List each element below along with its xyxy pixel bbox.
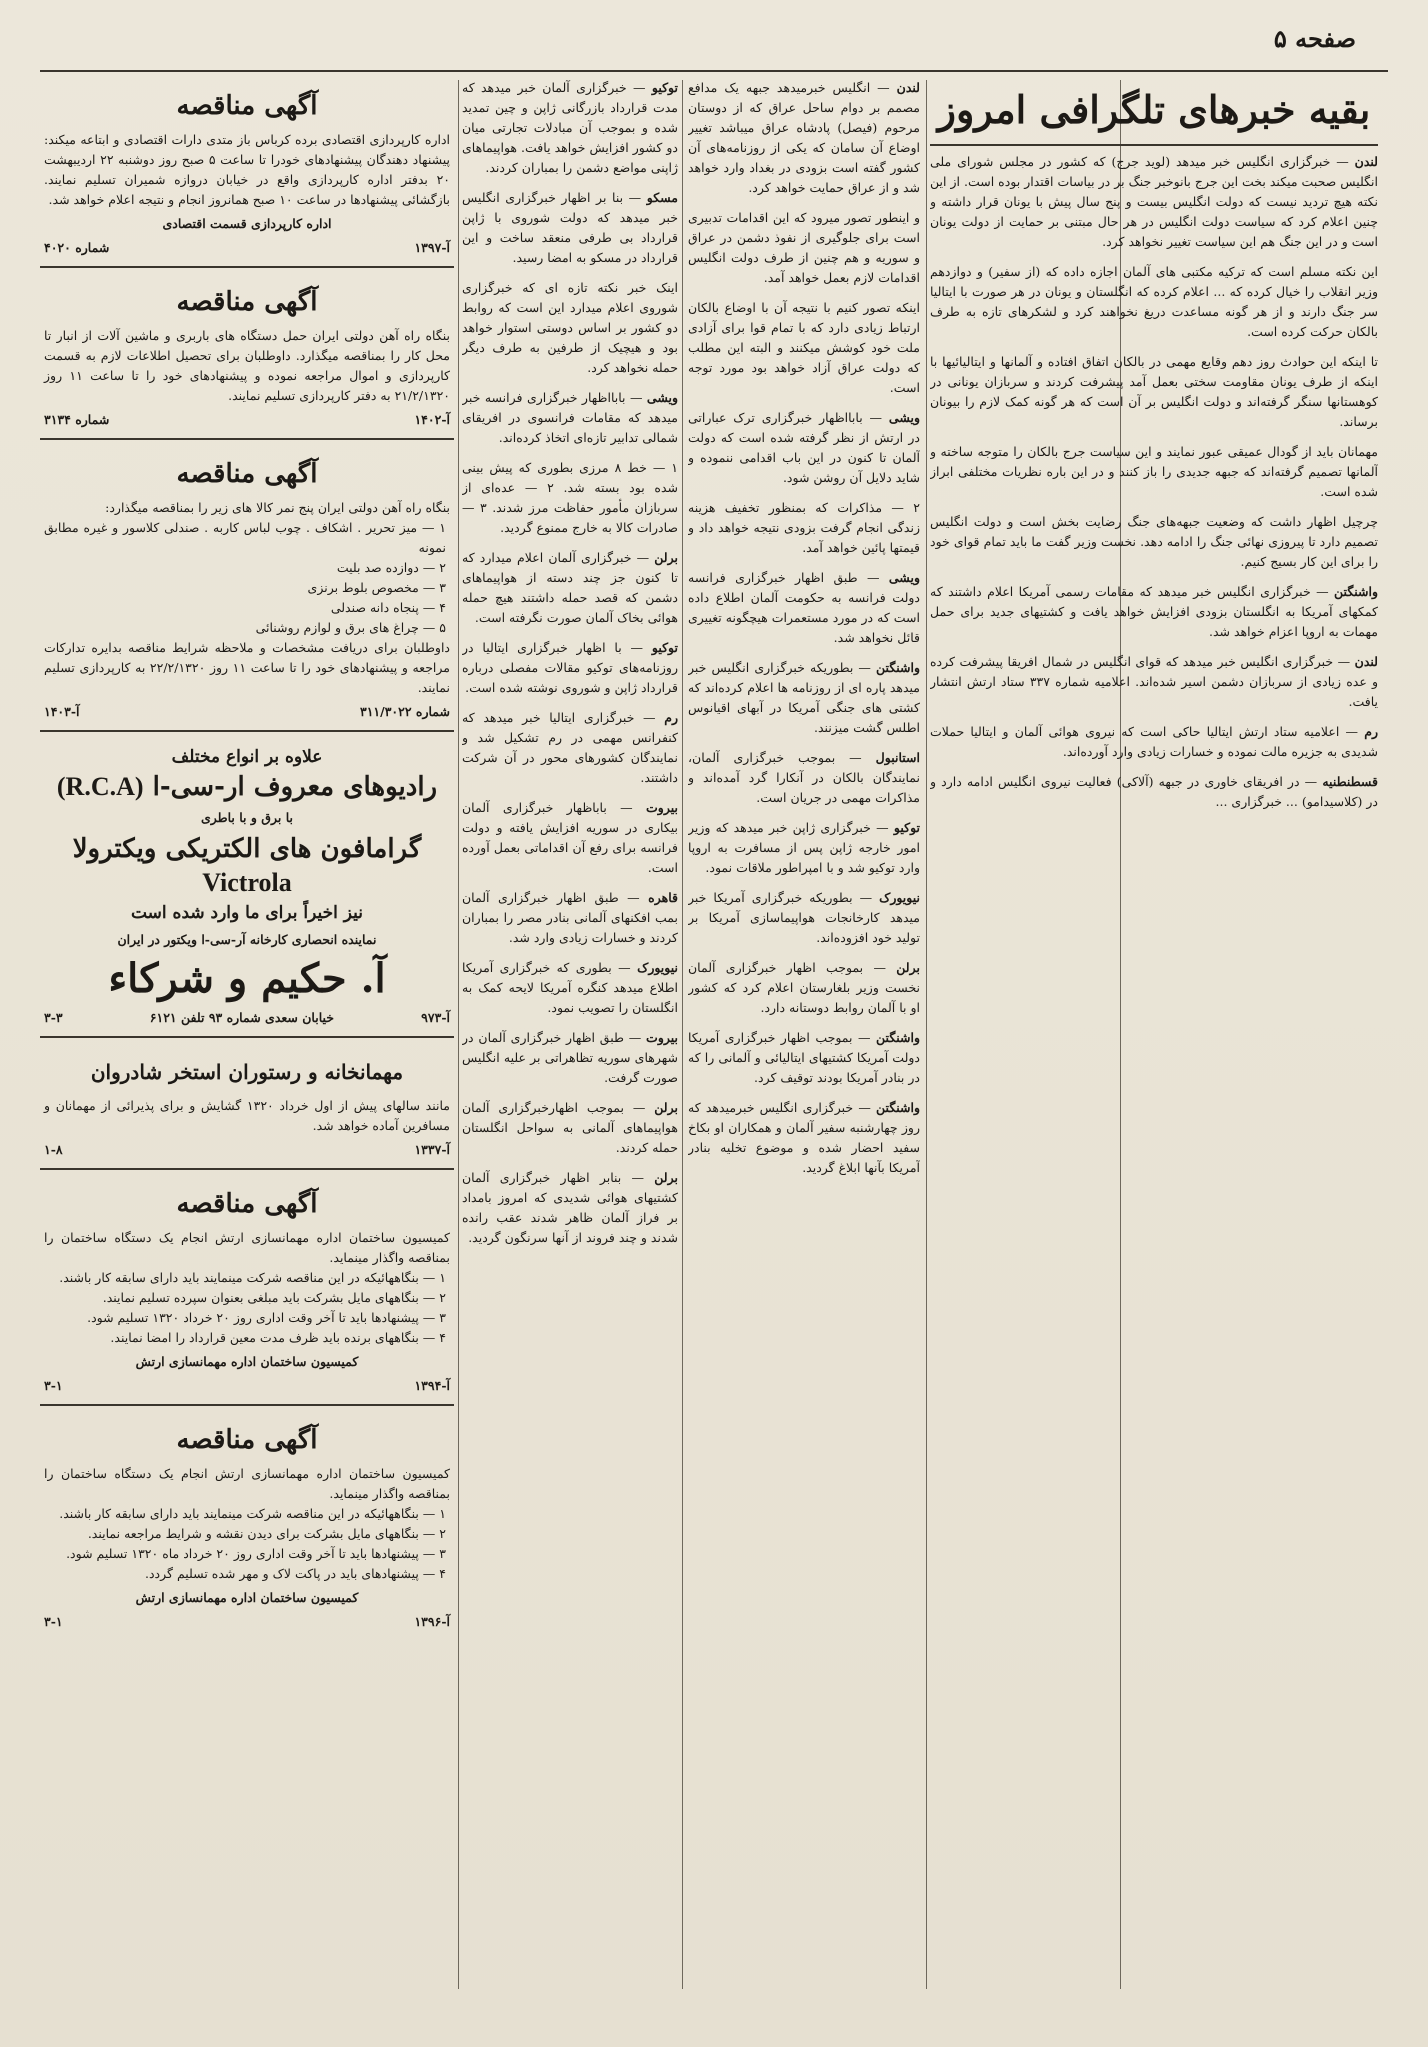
news-text: — اعلامیه ستاد ارتش ایتالیا حاکی است که نیروی هوائی آلمان و ایتالیا حملات شدیدی به جزیره مالت نموده و خسارات زیادی وارد آورده‌اند.	[930, 724, 1378, 759]
ad-ref-right: آ-۱۳۹۶	[414, 1614, 450, 1629]
news-item	[688, 298, 920, 398]
news-item	[462, 638, 678, 698]
news-item	[462, 1028, 678, 1088]
ad-ref-right: آ-۱۴۰۲	[414, 412, 450, 427]
ad-ref-left: ۱-۸	[44, 1142, 63, 1157]
column-ads	[40, 78, 454, 1995]
news-text: — بموجب خبرگزاری آلمان، نمایندگان بالکان در آنکارا گرد آمده‌اند و مذاکرات مهمی در جریان است.	[688, 750, 920, 805]
news-dateline: ویشی	[888, 570, 920, 585]
ad-tender-5	[40, 1412, 454, 1640]
news-dateline: واشنگتن	[876, 1030, 920, 1045]
column-divider	[682, 80, 683, 1989]
news-item	[462, 708, 678, 788]
ad-items	[44, 1504, 450, 1584]
news-list	[930, 152, 1378, 812]
news-item	[688, 658, 920, 738]
news-item	[688, 888, 920, 948]
ad-reference	[44, 1612, 450, 1632]
list-item: ۲ — بنگاههای مایل بشرکت برای دیدن نقشه و شرایط مراجعه نمایند.	[87, 1526, 446, 1541]
news-item	[930, 582, 1378, 642]
ad-ref-left: شماره ۴۰۲۰	[44, 240, 110, 255]
ad-tender-3	[40, 446, 454, 732]
column-news-3	[462, 78, 678, 1995]
ad-ref-right: شماره ۳۱۱/۳۰۲۲	[359, 704, 450, 719]
news-dateline: لندن	[1354, 654, 1378, 669]
news-text: مهمانان باید از گودال عمیقی عبور نمایند و این سیاست جرج بالکان را متوجه ساخته و آلمانها تصمیم گرفته‌اند که جبهه جدیدی را باز کنند و در این باره نظریات مختلفی ابراز شده است.	[930, 444, 1378, 499]
ad-reference	[44, 1376, 450, 1396]
ad-office: کمیسیون ساختمان اداره مهمانسازی ارتش	[135, 1590, 359, 1605]
news-text: تا اینکه این حوادث روز دهم وقایع مهمی در بالکان اتفاق افتاده و آلمانها و ایتالیائیها با اینکه از طرف یونان مقاومت سختی بعمل آمد پیشرفت کردند و سربازان یونانی در کوهستانها سنگر گرفته‌اند و دولت انگلیس بر آن است که هر گونه کمک لازم را بیونان برساند.	[930, 354, 1378, 429]
ad-reference	[44, 1008, 450, 1028]
news-item	[462, 798, 678, 878]
news-dateline: مسکو	[646, 190, 678, 205]
news-text: — خبرگزاری انگلیس خبر میدهد که مقامات رسمی آمریکا اعلام داشتند که کمکهای آمریکا به انگلستان بزودی افزایش خواهد یافت و کشتیهای جدید برای حمل مهمات به اروپا اعزام خواهد شد.	[930, 584, 1378, 639]
ad-ref-left: ۳-۳	[44, 1010, 63, 1025]
news-dateline: قسطنطنیه	[1322, 774, 1378, 789]
ad-ref-right: آ-۱۳۹۴	[414, 1378, 450, 1393]
ad-title: آگهی مناقصه	[176, 1425, 318, 1455]
ad-latin-brand: Victrola	[202, 868, 292, 897]
news-dateline: توکیو	[651, 80, 678, 95]
news-item	[930, 512, 1378, 572]
news-item	[688, 78, 920, 198]
ad-line: با برق و با باطری	[200, 810, 293, 825]
ad-tender-2	[40, 274, 454, 440]
ad-tender-4	[40, 1176, 454, 1406]
ad-line: نماینده انحصاری کارخانه آر-سی-ا ویکتور در ایران	[117, 932, 377, 947]
news-item	[688, 498, 920, 558]
news-text: ۲ — مذاکرات که بمنظور تخفیف هزینه زندگی انجام گرفت بزودی نتیجه خواهد داد و قیمتها پائین خواهد آمد.	[688, 500, 920, 555]
ad-line-text: رادیوهای معروف ار-سی-ا	[152, 772, 438, 802]
news-text: — خبرگزاری انگلیس خبرمیدهد که روز چهارشنبه سفیر آلمان و همکاران او بکاخ سفید احضار شده و موضوع تخلیه بنادر آمریکا بآنها ابلاغ گردید.	[688, 1100, 920, 1175]
main-headline: بقیه خبرهای تلگرافی امروز	[930, 78, 1378, 146]
news-dateline: واشنگتن	[876, 1100, 920, 1115]
news-text: — در افریقای خاوری در جبهه (آلاکی) فعالیت نیروی انگلیس ادامه دارد و در (کلاسیدامو) ... خبرگزاری ...	[930, 774, 1378, 809]
news-item	[462, 278, 678, 378]
ad-body: داوطلبان برای دریافت مشخصات و ملاحظه شرایط مناقصه بدایره تدارکات مراجعه و پیشنهادهای خود را تا ساعت ۱۱ روز ۲۲/۲/۱۳۲۰ به کارپردازی تسلیم نمایند.	[44, 640, 450, 695]
news-item	[688, 958, 920, 1018]
ad-items	[44, 518, 450, 638]
news-item	[688, 818, 920, 878]
news-item	[930, 152, 1378, 252]
ad-office: کمیسیون ساختمان اداره مهمانسازی ارتش	[135, 1354, 359, 1369]
list-item: ۳ — مخصوص بلوط برنزی	[307, 580, 446, 595]
ad-address: خیابان سعدی شماره ۹۳ تلفن ۶۱۲۱	[149, 1010, 335, 1025]
news-dateline: نیویورک	[879, 890, 920, 905]
news-item	[930, 652, 1378, 712]
ad-latin-brand: (R.C.A)	[56, 772, 144, 801]
ad-office: اداره کارپردازی قسمت اقتصادی	[162, 216, 332, 231]
ad-hotel	[40, 1044, 454, 1170]
news-dateline: برلن	[896, 960, 920, 975]
list-item: ۲ — دوازده صد بلیت	[336, 560, 446, 575]
ad-lead: کمیسیون ساختمان اداره مهمانسازی ارتش انجام یک دستگاه ساختمان را بمناقصه واگذار مینماید.	[44, 1466, 450, 1501]
news-text: — بموجب اظهار خبرگزاری آلمان نخست وزیر بلغارستان اعلام کرد که کشور او با آلمان روابط دوستانه دارد.	[688, 960, 920, 1015]
news-text: — طبق اظهار خبرگزاری فرانسه دولت فرانسه به حکومت آلمان اطلاع داده است که در مورد مستعمرات هیچگونه تغییری قائل نخواهد شد.	[688, 570, 920, 645]
ad-line	[44, 832, 450, 900]
ad-line: علاوه بر انواع مختلف	[171, 747, 323, 767]
news-text: — خبرگزاری ایتالیا خبر میدهد که کنفرانس مهمی در رم تشکیل شد و نمایندگان کشورهای محور در آن شرکت داشتند.	[462, 710, 678, 785]
news-text: — بطوری که خبرگزاری آمریکا اطلاع میدهد کنگره آمریکا لایحه کمک به انگلستان را تصویب نمود.	[462, 960, 678, 1015]
ad-ref-right: آ-۱۳۳۷	[414, 1142, 450, 1157]
news-item	[462, 958, 678, 1018]
news-text: — بطوریکه خبرگزاری آمریکا خبر میدهد کارخانجات هواپیماسازی آمریکا بر تولید خود افزوده‌اند.	[688, 890, 920, 945]
list-item: ۴ — پنجاه دانه صندلی	[330, 600, 446, 615]
news-list	[462, 78, 678, 1248]
list-item: ۳ — پیشنهادها باید تا آخر وقت اداری روز ۲۰ خرداد ماه ۱۳۲۰ تسلیم شود.	[66, 1546, 446, 1561]
ad-reference	[44, 410, 450, 430]
column-divider	[926, 80, 927, 1989]
ad-title: آگهی مناقصه	[176, 287, 318, 317]
news-item	[462, 1168, 678, 1248]
ad-title: آگهی مناقصه	[176, 1189, 318, 1219]
ad-reference	[44, 702, 450, 722]
ad-line: نیز اخیراً برای ما وارد شده است	[130, 903, 364, 923]
news-text: چرچیل اظهار داشت که وضعیت جبهه‌های جنگ رضایت بخش است و دولت انگلیس تصمیم دارد تا پیروزی نهائی جنگ را ادامه دهد. نخست وزیر گفت ما باید تمام قوای خود را برای این کار بسیج کنیم.	[930, 514, 1378, 569]
news-item	[930, 352, 1378, 432]
ad-radio-rca	[40, 738, 454, 1038]
ad-reference	[44, 1140, 450, 1160]
news-dateline: بیروت	[646, 1030, 678, 1045]
news-item	[930, 772, 1378, 812]
ad-reference	[44, 238, 450, 258]
news-dateline: ویشی	[646, 390, 678, 405]
header-rule	[40, 70, 1388, 72]
list-item: ۴ — بنگاههای برنده باید ظرف مدت معین قرارداد را امضا نمایند.	[110, 1330, 446, 1345]
news-dateline: ویشی	[888, 410, 920, 425]
news-text: — طبق اظهار خبرگزاری آلمان بمب افکنهای آلمانی بنادر مصر را بمباران کردند و خسارات زیادی وارد شد.	[462, 890, 678, 945]
news-dateline: لندن	[1354, 154, 1378, 169]
news-dateline: واشنگتن	[1334, 584, 1378, 599]
list-item: ۱ — میز تحریر . اشکاف . چوب لباس کاربه . صندلی کلاسور و غیره مطابق نمونه	[44, 520, 446, 555]
ad-line	[44, 770, 450, 804]
news-dateline: نیویورک	[637, 960, 678, 975]
news-text: اینک خبر نکته تازه ای که خبرگزاری شوروی اعلام میدارد این است که روابط دو کشور بر اساس دوستی استوار خواهد بود و هیچیک از طرفین به طرف دیگر حمله نخواهد کرد.	[462, 280, 678, 375]
news-text: — بموجب اظهار خبرگزاری آمریکا دولت آمریکا کشتیهای ایتالیائی و آلمانی را که در بنادر آمریکا بودند توقیف کرد.	[688, 1030, 920, 1085]
column-right	[930, 78, 1378, 1995]
news-text: — بابااظهار خبرگزاری فرانسه خبر میدهد که مقامات فرانسوی در افریقای شمالی تدابیر تازه‌ای اتخاذ کرده‌اند.	[462, 390, 678, 445]
ad-lead: کمیسیون ساختمان اداره مهمانسازی ارتش انجام یک دستگاه ساختمان را بمناقصه واگذار مینماید.	[44, 1230, 450, 1265]
news-dateline: توکیو	[893, 820, 920, 835]
ad-ref-right: آ-۹۷۳	[421, 1010, 450, 1025]
news-text: — باباظهار خبرگزاری آلمان بیکاری در سوریه افزایش یافته و دولت فرانسه برای رفع آن اقداماتی بعمل آورده است.	[462, 800, 678, 875]
list-item: ۳ — پیشنهادها باید تا آخر وقت اداری روز ۲۰ خرداد ۱۳۲۰ تسلیم شود.	[87, 1310, 446, 1325]
news-text: این نکته مسلم است که ترکیه مکتبی های آلمان اجازه داده که (از سفیر) و دوازدهم وزیر انقلاب را خیال کرده که ... اعلام کرده که انگلستان و یونان در هر صورت با ایتالیا سر جنگ دارند و از هر گونه مساعدت دریغ نخواهند کرد و لشکرهای تازه به طرف بالکان حرکت کرده است.	[930, 264, 1378, 339]
ad-body: بنگاه راه آهن دولتی ایران حمل دستگاه های باربری و ماشین آلات از انبار تا محل کار را بمناقصه میگذارد. داوطلبان برای تحصیل اطلاعات لازم به قسمت کارپردازی و اموال مراجعه نموده و پیشنهادهای خود را تا ساعت ۱۱ روز ۲۱/۲/۱۳۲۰ به دفتر کارپردازی تسلیم نمایند.	[44, 328, 450, 403]
page-number: صفحه ۵	[1273, 24, 1356, 53]
news-text: — بطوریکه خبرگزاری انگلیس خبر میدهد پاره ای از روزنامه ها اعلام کرده‌اند که کشتی های جنگی آمریکا در آبهای اقیانوس اطلس گشت میزنند.	[688, 660, 920, 735]
news-item	[688, 408, 920, 488]
news-item	[462, 888, 678, 948]
news-text: — بنا بر اظهار خبرگزاری انگلیس خبر میدهد که دولت شوروی با ژاپن قرارداد بی طرفی منعقد ساخت و این قرارداد در مسکو به امضا رسید.	[462, 190, 678, 265]
ad-items	[44, 1268, 450, 1348]
news-dateline: برلن	[654, 1100, 678, 1115]
news-text: — خبرگزاری ژاپن خبر میدهد که وزیر امور خارجه ژاپن پس از مسافرت به اروپا وارد توکیو شد و با امپراطور ملاقات نمود.	[688, 820, 920, 875]
news-item	[462, 388, 678, 448]
news-dateline: رم	[1364, 724, 1378, 739]
news-text: — خبرگزاری آلمان اعلام میدارد که تا کنون جز چند دسته از هواپیماهای دشمن که قصد حمله داشتند هیچ حمله هوائی بخاک آلمان صورت نگرفته است.	[462, 550, 678, 625]
news-item	[462, 458, 678, 538]
list-item: ۲ — بنگاههای مایل بشرکت باید مبلغی بعنوان سپرده تسلیم نمایند.	[102, 1290, 446, 1305]
news-dateline: استانبول	[875, 750, 920, 765]
ad-ref-left: ۳-۱	[44, 1614, 63, 1629]
news-dateline: برلن	[654, 1170, 678, 1185]
ad-title: مهمانخانه و رستوران استخر شادروان	[90, 1060, 404, 1084]
news-text: — خبرگزاری انگلیس خبر میدهد (لوید جرج) که کشور در مجلس شورای ملی انگلیس صحبت میکند بخت این جرج بانوخبر جنگ بر در بیاسات اقتدار بوده است. از این نکته هیچ تردید نیست که دولت انگلیس بیست و پنج سال پیش با یونان قرار داشته و چنین اعلام کرد که سیاست دولت انگلیس در هر حال مبتنی بر حمایت از دولت یونان است و در این جنگ هم این سیاست تغییر نخواهد کرد.	[930, 154, 1378, 249]
list-item: ۵ — چراغ های برق و لوازم روشنائی	[255, 620, 446, 635]
ad-ref-right: آ-۱۳۹۷	[414, 240, 450, 255]
ad-line-text: گرامافون های الکتریکی ویکترولا	[72, 834, 422, 864]
news-dateline: قاهره	[648, 890, 678, 905]
news-text: — خبرگزاری انگلیس خبر میدهد که قوای انگلیس در شمال افریقا پیشرفت کرده و عده زیادی از سربازان دشمن اسیر شده‌اند. اعلامیه شماره ۳۳۷ ستاد ارتش انتشار یافت.	[930, 654, 1378, 709]
ad-ref-left: ۳-۱	[44, 1378, 63, 1393]
ad-title: آگهی مناقصه	[176, 459, 318, 489]
news-dateline: رم	[664, 710, 678, 725]
ad-ref-left: آ-۱۴۰۳	[44, 704, 80, 719]
news-item	[930, 442, 1378, 502]
news-item	[688, 1098, 920, 1178]
news-item	[688, 208, 920, 288]
news-dateline: توکیو	[651, 640, 678, 655]
ad-company: آ. حکیم و شرکاء	[108, 955, 386, 1002]
news-list	[688, 78, 920, 1178]
column-news-2	[688, 78, 920, 1995]
news-text: — طبق اظهار خبرگزاری آلمان در شهرهای سوریه تظاهراتی بر علیه انگلیس صورت گرفت.	[462, 1030, 678, 1085]
news-dateline: واشنگتن	[876, 660, 920, 675]
news-item	[688, 1028, 920, 1088]
news-dateline: برلن	[654, 550, 678, 565]
ad-tender-1	[40, 78, 454, 268]
list-item: ۱ — بنگاههائیکه در این مناقصه شرکت مینمایند باید دارای سابقه کار باشند.	[59, 1506, 446, 1521]
news-item	[462, 188, 678, 268]
news-item	[930, 262, 1378, 342]
news-text: — خبرگزاری آلمان خبر میدهد که مدت قرارداد بازرگانی ژاپن و چین تمدید شده و بموجب آن مبادلات تجارتی میان دو کشور افزایش خواهد یافت. هواپیماهای ژاپنی مواضع دشمن را بمباران کردند.	[462, 80, 678, 175]
news-item	[688, 748, 920, 808]
news-item	[462, 1098, 678, 1158]
news-text: و اینطور تصور میرود که این اقدامات تدبیری است برای جلوگیری از نفوذ دشمن در عراق و سوریه و هم چنین از طرف دولت انگلیس اقدامات لازم بعمل خواهد آمد.	[688, 210, 920, 285]
news-item	[688, 568, 920, 648]
news-item	[930, 722, 1378, 762]
news-text: — بابااظهار خبرگزاری ترک عباراتی در ارتش از نظر گرفته شده است که دولت آلمان تا کنون در این باب اقدامی ننموده و شاید دلایل آن روشن شود.	[688, 410, 920, 485]
column-divider	[458, 80, 459, 1989]
news-text: — انگلیس خبرمیدهد جبهه یک مدافع مصمم بر دوام ساحل عراق که از دوستان مرحوم (فیصل) پادشاه عراق میباشد تغییر اوضاع آن سامان که یکی از روزنامه‌های آن کشور گفته است بزودی در بغداد وارد خواهد شد و از عراق حمایت خواهد کرد.	[688, 80, 920, 195]
ad-ref-left: شماره ۳۱۳۴	[44, 412, 110, 427]
list-item: ۴ — پیشنهادهای باید در پاکت لاک و مهر شده تسلیم گردد.	[145, 1566, 446, 1581]
news-item	[462, 78, 678, 178]
news-item	[462, 548, 678, 628]
ad-title: آگهی مناقصه	[176, 91, 318, 121]
news-dateline: بیروت	[646, 800, 678, 815]
list-item: ۱ — بنگاههائیکه در این مناقصه شرکت مینمایند باید دارای سابقه کار باشند.	[59, 1270, 446, 1285]
news-text: اینکه تصور کنیم با نتیجه آن با اوضاع بالکان ارتباط زیادی دارد که با تمام قوا برای آزادی ملت خود کوشش میکنند و البته این مطلب که دولت عراق آزاد خواهد بود مورد توجه است.	[688, 300, 920, 395]
ad-lead: بنگاه راه آهن دولتی ایران پنج نمر کالا های زیر را بمناقصه میگذارد:	[105, 500, 450, 515]
news-text: — بنابر اظهار خبرگزاری آلمان کشتیهای هوائی شدیدی که امروز بامداد بر فراز آلمان ظاهر شدند عقب رانده شدند و چند فروند از آنها سرنگون گردید.	[462, 1170, 678, 1245]
ad-body: اداره کارپردازی اقتصادی برده کرباس باز متدی دارات اقتصادی و ابتاعه میکند: پیشنهاد دهندگان پیشنهادهای خودرا تا ساعت ۵ صبح روز دوشنبه ۲۲ اردیبهشت ۲۰ بدفتر اداره کارپردازی واقع در خیابان دروازه شمیران تسلیم نمایند. بازگشائی پیشنهادها در ساعت ۱۰ صبح همانروز انجام و نتیجه اعلام خواهد شد.	[44, 132, 450, 207]
news-text: — با اظهار خبرگزاری ایتالیا در روزنامه‌های توکیو مقالات مفصلی درباره قرارداد ژاپن و شوروی نوشته شده است.	[462, 640, 678, 695]
news-text: — بموجب اظهارخبرگزاری آلمان هواپیماهای آلمانی به سواحل انگلستان حمله کردند.	[462, 1100, 678, 1155]
ad-body: مانند سالهای پیش از اول خرداد ۱۳۲۰ گشایش و برای پذیرائی از مهمانان و مسافرین آماده خواهد شد.	[44, 1098, 450, 1133]
news-dateline: لندن	[896, 80, 920, 95]
news-text: ۱ — خط ۸ مرزی بطوری که پیش بینی شده بود بسته شد. ۲ — عده‌ای از سربازان مأمور حفاظت مرز شدند. ۳ — صادرات کالا به خارج ممنوع گردید.	[462, 460, 678, 535]
